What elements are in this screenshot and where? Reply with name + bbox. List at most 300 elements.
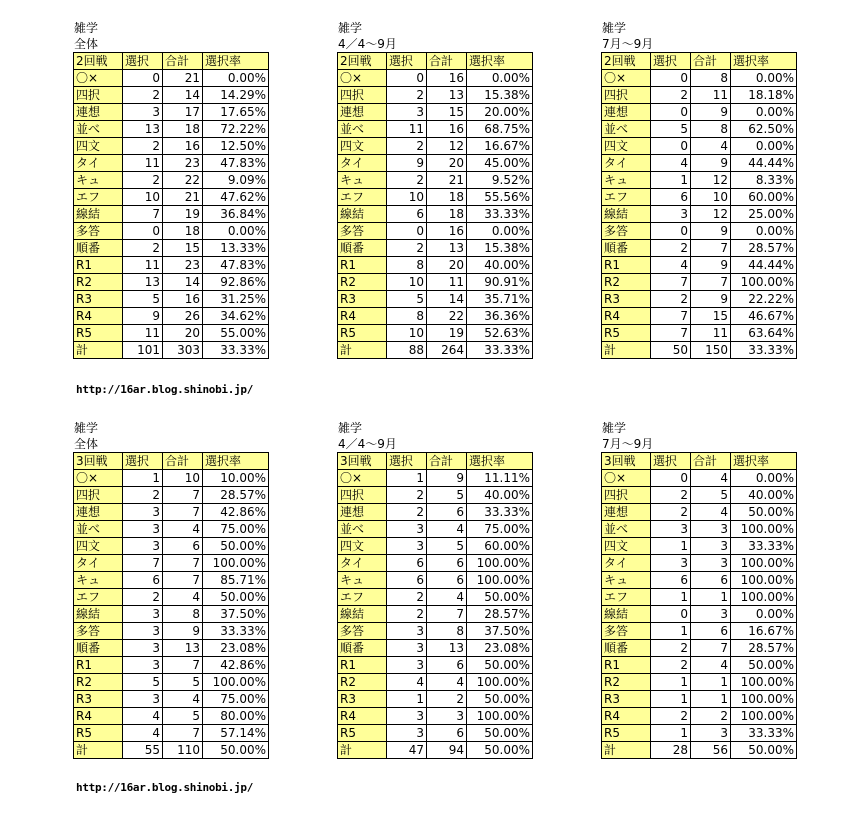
rate-cell: 100.00% <box>731 708 797 725</box>
table-row <box>338 674 533 691</box>
selected-cell: 1 <box>123 470 163 487</box>
header-cell: 2回戦 <box>74 53 123 70</box>
total-cell: 5 <box>163 708 203 725</box>
total-cell: 9 <box>163 623 203 640</box>
stats-table <box>337 52 533 359</box>
rate-cell: 22.22% <box>731 291 797 308</box>
category-cell: タイ <box>74 555 123 572</box>
table-subtitle: 全体 <box>74 37 99 51</box>
table-row <box>338 172 533 189</box>
rate-cell: 100.00% <box>467 708 533 725</box>
header-cell: 選択率 <box>467 53 533 70</box>
table-header-row <box>74 53 269 70</box>
table-row <box>602 657 797 674</box>
selected-cell: 0 <box>651 70 691 87</box>
rate-cell: 31.25% <box>203 291 269 308</box>
selected-cell: 2 <box>123 589 163 606</box>
category-cell: 計 <box>338 742 387 759</box>
rate-cell: 50.00% <box>467 691 533 708</box>
selected-cell: 1 <box>651 623 691 640</box>
table-row <box>602 708 797 725</box>
category-cell: 四択 <box>338 87 387 104</box>
table-row <box>338 623 533 640</box>
rate-cell: 50.00% <box>467 742 533 759</box>
category-cell: エフ <box>74 189 123 206</box>
selected-cell: 3 <box>123 504 163 521</box>
rate-cell: 47.62% <box>203 189 269 206</box>
selected-cell: 3 <box>387 104 427 121</box>
rate-cell: 50.00% <box>203 538 269 555</box>
table-row <box>74 291 269 308</box>
selected-cell: 3 <box>123 606 163 623</box>
table-header-row <box>602 453 797 470</box>
total-cell: 12 <box>427 138 467 155</box>
rate-cell: 100.00% <box>203 674 269 691</box>
table-title: 雑学 <box>602 421 627 435</box>
table-row <box>602 725 797 742</box>
header-cell: 合計 <box>427 453 467 470</box>
category-cell: タイ <box>602 555 651 572</box>
category-cell: 並べ <box>74 121 123 138</box>
stats-table <box>73 52 269 359</box>
category-cell: R2 <box>338 674 387 691</box>
selected-cell: 2 <box>387 589 427 606</box>
table-row <box>338 657 533 674</box>
category-cell: キュ <box>338 172 387 189</box>
selected-cell: 0 <box>123 223 163 240</box>
selected-cell: 10 <box>123 189 163 206</box>
total-cell: 3 <box>691 538 731 555</box>
table-row <box>338 708 533 725</box>
total-cell: 11 <box>691 325 731 342</box>
total-cell: 8 <box>691 70 731 87</box>
rate-cell: 60.00% <box>467 538 533 555</box>
total-cell: 6 <box>427 657 467 674</box>
category-cell: キュ <box>74 172 123 189</box>
rate-cell: 50.00% <box>731 742 797 759</box>
total-cell: 7 <box>427 606 467 623</box>
table-row <box>338 257 533 274</box>
table-title: 雑学 <box>74 421 99 435</box>
header-cell: 3回戦 <box>338 453 387 470</box>
total-cell: 3 <box>691 521 731 538</box>
rate-cell: 42.86% <box>203 504 269 521</box>
table-header-row <box>338 453 533 470</box>
total-cell: 26 <box>163 308 203 325</box>
selected-cell: 6 <box>123 572 163 589</box>
rate-cell: 100.00% <box>731 572 797 589</box>
stats-table <box>337 452 533 759</box>
table-row <box>74 691 269 708</box>
table-row <box>602 470 797 487</box>
selected-cell: 1 <box>651 691 691 708</box>
table-row <box>338 742 533 759</box>
rate-cell: 33.33% <box>203 623 269 640</box>
selected-cell: 2 <box>387 172 427 189</box>
selected-cell: 88 <box>387 342 427 359</box>
category-cell: エフ <box>602 189 651 206</box>
selected-cell: 4 <box>123 725 163 742</box>
selected-cell: 3 <box>387 623 427 640</box>
rate-cell: 15.38% <box>467 240 533 257</box>
selected-cell: 2 <box>651 240 691 257</box>
rate-cell: 50.00% <box>467 589 533 606</box>
total-cell: 9 <box>691 257 731 274</box>
table-row <box>338 470 533 487</box>
total-cell: 150 <box>691 342 731 359</box>
total-cell: 17 <box>163 104 203 121</box>
category-cell: R3 <box>74 691 123 708</box>
rate-cell: 16.67% <box>731 623 797 640</box>
table-row <box>74 623 269 640</box>
selected-cell: 3 <box>387 725 427 742</box>
total-cell: 4 <box>427 589 467 606</box>
table-row <box>74 589 269 606</box>
selected-cell: 2 <box>123 87 163 104</box>
table-row <box>338 342 533 359</box>
rate-cell: 75.00% <box>467 521 533 538</box>
table-row <box>338 274 533 291</box>
total-cell: 4 <box>691 470 731 487</box>
category-cell: 四文 <box>74 138 123 155</box>
selected-cell: 0 <box>651 223 691 240</box>
rate-cell: 60.00% <box>731 189 797 206</box>
table-row <box>338 325 533 342</box>
total-cell: 14 <box>427 291 467 308</box>
category-cell: 計 <box>74 742 123 759</box>
header-cell: 合計 <box>691 53 731 70</box>
total-cell: 9 <box>691 223 731 240</box>
total-cell: 8 <box>691 121 731 138</box>
total-cell: 12 <box>691 172 731 189</box>
total-cell: 6 <box>691 623 731 640</box>
total-cell: 4 <box>163 589 203 606</box>
rate-cell: 92.86% <box>203 274 269 291</box>
selected-cell: 7 <box>123 206 163 223</box>
table-block-r2-jul-sep <box>601 20 797 359</box>
category-cell: 〇× <box>602 70 651 87</box>
selected-cell: 3 <box>387 521 427 538</box>
category-cell: 四文 <box>338 538 387 555</box>
category-cell: 線結 <box>338 206 387 223</box>
table-row <box>74 240 269 257</box>
table-row <box>602 487 797 504</box>
selected-cell: 2 <box>123 240 163 257</box>
selected-cell: 7 <box>123 555 163 572</box>
category-cell: キュ <box>338 572 387 589</box>
selected-cell: 11 <box>123 325 163 342</box>
table-row <box>338 308 533 325</box>
total-cell: 15 <box>163 240 203 257</box>
category-cell: R3 <box>602 291 651 308</box>
category-cell: 多答 <box>338 623 387 640</box>
total-cell: 20 <box>427 155 467 172</box>
selected-cell: 5 <box>651 121 691 138</box>
rate-cell: 20.00% <box>467 104 533 121</box>
total-cell: 6 <box>691 572 731 589</box>
table-subtitle: 4／4～9月 <box>338 37 397 51</box>
stats-table <box>601 52 797 359</box>
rate-cell: 16.67% <box>467 138 533 155</box>
rate-cell: 0.00% <box>203 70 269 87</box>
rate-cell: 100.00% <box>731 274 797 291</box>
table-row <box>338 138 533 155</box>
rate-cell: 40.00% <box>467 487 533 504</box>
table-header-row <box>74 453 269 470</box>
category-cell: R2 <box>338 274 387 291</box>
table-row <box>74 640 269 657</box>
selected-cell: 7 <box>651 325 691 342</box>
rate-cell: 0.00% <box>467 223 533 240</box>
category-cell: 連想 <box>338 504 387 521</box>
rate-cell: 12.50% <box>203 138 269 155</box>
rate-cell: 28.57% <box>731 240 797 257</box>
table-row <box>602 223 797 240</box>
total-cell: 2 <box>427 691 467 708</box>
rate-cell: 28.57% <box>731 640 797 657</box>
table-row <box>602 291 797 308</box>
total-cell: 7 <box>163 487 203 504</box>
category-cell: 順番 <box>602 240 651 257</box>
rate-cell: 33.33% <box>467 206 533 223</box>
rate-cell: 40.00% <box>731 487 797 504</box>
table-row <box>338 555 533 572</box>
total-cell: 21 <box>427 172 467 189</box>
total-cell: 16 <box>163 291 203 308</box>
total-cell: 6 <box>427 504 467 521</box>
selected-cell: 5 <box>387 291 427 308</box>
rate-cell: 72.22% <box>203 121 269 138</box>
total-cell: 4 <box>691 657 731 674</box>
table-row <box>602 138 797 155</box>
category-cell: 線結 <box>338 606 387 623</box>
category-cell: 多答 <box>602 623 651 640</box>
selected-cell: 1 <box>651 589 691 606</box>
rate-cell: 42.86% <box>203 657 269 674</box>
category-cell: R1 <box>602 657 651 674</box>
category-cell: 四文 <box>602 138 651 155</box>
rate-cell: 0.00% <box>731 70 797 87</box>
table-row <box>74 87 269 104</box>
table-row <box>74 657 269 674</box>
header-cell: 合計 <box>427 53 467 70</box>
category-cell: R4 <box>602 308 651 325</box>
selected-cell: 47 <box>387 742 427 759</box>
table-row <box>338 189 533 206</box>
category-cell: キュ <box>602 572 651 589</box>
table-row <box>602 674 797 691</box>
rate-cell: 33.33% <box>467 342 533 359</box>
rate-cell: 40.00% <box>467 257 533 274</box>
total-cell: 19 <box>163 206 203 223</box>
selected-cell: 3 <box>651 555 691 572</box>
category-cell: タイ <box>74 155 123 172</box>
selected-cell: 3 <box>651 521 691 538</box>
total-cell: 8 <box>427 623 467 640</box>
selected-cell: 4 <box>123 708 163 725</box>
table-row <box>74 172 269 189</box>
rate-cell: 23.08% <box>203 640 269 657</box>
selected-cell: 0 <box>651 138 691 155</box>
header-cell: 選択 <box>387 53 427 70</box>
selected-cell: 6 <box>387 555 427 572</box>
category-cell: 四択 <box>602 87 651 104</box>
selected-cell: 6 <box>651 189 691 206</box>
total-cell: 4 <box>163 691 203 708</box>
rate-cell: 100.00% <box>731 555 797 572</box>
selected-cell: 4 <box>651 155 691 172</box>
total-cell: 21 <box>163 70 203 87</box>
total-cell: 7 <box>163 725 203 742</box>
category-cell: R5 <box>338 325 387 342</box>
header-cell: 選択率 <box>467 453 533 470</box>
table-row <box>338 206 533 223</box>
header-cell: 合計 <box>691 453 731 470</box>
header-cell: 合計 <box>163 53 203 70</box>
table-row <box>338 291 533 308</box>
selected-cell: 1 <box>651 674 691 691</box>
category-cell: 計 <box>602 342 651 359</box>
table-row <box>74 538 269 555</box>
table-row <box>338 504 533 521</box>
rate-cell: 100.00% <box>467 555 533 572</box>
rate-cell: 75.00% <box>203 691 269 708</box>
total-cell: 13 <box>427 87 467 104</box>
table-title: 雑学 <box>602 21 627 35</box>
rate-cell: 100.00% <box>731 674 797 691</box>
header-cell: 選択 <box>387 453 427 470</box>
selected-cell: 9 <box>387 155 427 172</box>
rate-cell: 23.08% <box>467 640 533 657</box>
rate-cell: 33.33% <box>731 342 797 359</box>
rate-cell: 46.67% <box>731 308 797 325</box>
category-cell: R5 <box>74 325 123 342</box>
selected-cell: 3 <box>123 538 163 555</box>
table-header-row <box>602 53 797 70</box>
rate-cell: 35.71% <box>467 291 533 308</box>
selected-cell: 1 <box>651 725 691 742</box>
category-cell: R2 <box>74 274 123 291</box>
table-row <box>74 308 269 325</box>
total-cell: 20 <box>163 325 203 342</box>
category-cell: 〇× <box>338 70 387 87</box>
total-cell: 22 <box>427 308 467 325</box>
stats-table <box>601 452 797 759</box>
selected-cell: 7 <box>651 274 691 291</box>
category-cell: エフ <box>74 589 123 606</box>
category-cell: 並べ <box>602 121 651 138</box>
selected-cell: 2 <box>387 606 427 623</box>
total-cell: 16 <box>427 70 467 87</box>
selected-cell: 0 <box>387 70 427 87</box>
category-cell: エフ <box>338 589 387 606</box>
category-cell: 〇× <box>74 470 123 487</box>
total-cell: 6 <box>427 555 467 572</box>
table-row <box>602 572 797 589</box>
total-cell: 23 <box>163 155 203 172</box>
rate-cell: 18.18% <box>731 87 797 104</box>
category-cell: 四文 <box>338 138 387 155</box>
table-row <box>74 504 269 521</box>
total-cell: 7 <box>163 504 203 521</box>
selected-cell: 0 <box>123 70 163 87</box>
rate-cell: 75.00% <box>203 521 269 538</box>
total-cell: 18 <box>427 206 467 223</box>
selected-cell: 3 <box>387 538 427 555</box>
rate-cell: 33.33% <box>467 504 533 521</box>
selected-cell: 2 <box>123 172 163 189</box>
total-cell: 4 <box>427 674 467 691</box>
table-row <box>602 691 797 708</box>
total-cell: 21 <box>163 189 203 206</box>
table-row <box>74 708 269 725</box>
total-cell: 4 <box>691 138 731 155</box>
selected-cell: 50 <box>651 342 691 359</box>
total-cell: 14 <box>163 274 203 291</box>
total-cell: 15 <box>427 104 467 121</box>
rate-cell: 25.00% <box>731 206 797 223</box>
category-cell: エフ <box>338 189 387 206</box>
category-cell: 多答 <box>338 223 387 240</box>
category-cell: タイ <box>338 155 387 172</box>
selected-cell: 55 <box>123 742 163 759</box>
table-row <box>338 240 533 257</box>
category-cell: R2 <box>602 274 651 291</box>
table-subtitle: 7月～9月 <box>602 37 654 51</box>
selected-cell: 10 <box>387 274 427 291</box>
selected-cell: 4 <box>651 257 691 274</box>
total-cell: 4 <box>427 521 467 538</box>
table-block-r2-apr-sep <box>337 20 533 359</box>
table-row <box>602 342 797 359</box>
table-row <box>338 223 533 240</box>
rate-cell: 100.00% <box>731 589 797 606</box>
selected-cell: 0 <box>651 104 691 121</box>
header-cell: 3回戦 <box>74 453 123 470</box>
selected-cell: 6 <box>651 572 691 589</box>
total-cell: 6 <box>427 725 467 742</box>
category-cell: R5 <box>338 725 387 742</box>
table-row <box>338 725 533 742</box>
category-cell: R3 <box>338 691 387 708</box>
selected-cell: 10 <box>387 325 427 342</box>
rate-cell: 13.33% <box>203 240 269 257</box>
category-cell: 線結 <box>602 606 651 623</box>
table-row <box>74 104 269 121</box>
selected-cell: 2 <box>387 240 427 257</box>
category-cell: 四択 <box>602 487 651 504</box>
table-row <box>602 240 797 257</box>
total-cell: 4 <box>163 521 203 538</box>
total-cell: 18 <box>163 121 203 138</box>
rate-cell: 17.65% <box>203 104 269 121</box>
total-cell: 3 <box>427 708 467 725</box>
rate-cell: 50.00% <box>467 657 533 674</box>
rate-cell: 62.50% <box>731 121 797 138</box>
total-cell: 1 <box>691 674 731 691</box>
table-block-r2-overall <box>73 20 269 359</box>
total-cell: 15 <box>691 308 731 325</box>
category-cell: 線結 <box>74 206 123 223</box>
table-row <box>74 189 269 206</box>
table-row <box>602 325 797 342</box>
selected-cell: 0 <box>387 223 427 240</box>
table-title: 雑学 <box>74 21 99 35</box>
table-row <box>74 521 269 538</box>
category-cell: R4 <box>602 708 651 725</box>
table-row <box>74 257 269 274</box>
selected-cell: 10 <box>387 189 427 206</box>
